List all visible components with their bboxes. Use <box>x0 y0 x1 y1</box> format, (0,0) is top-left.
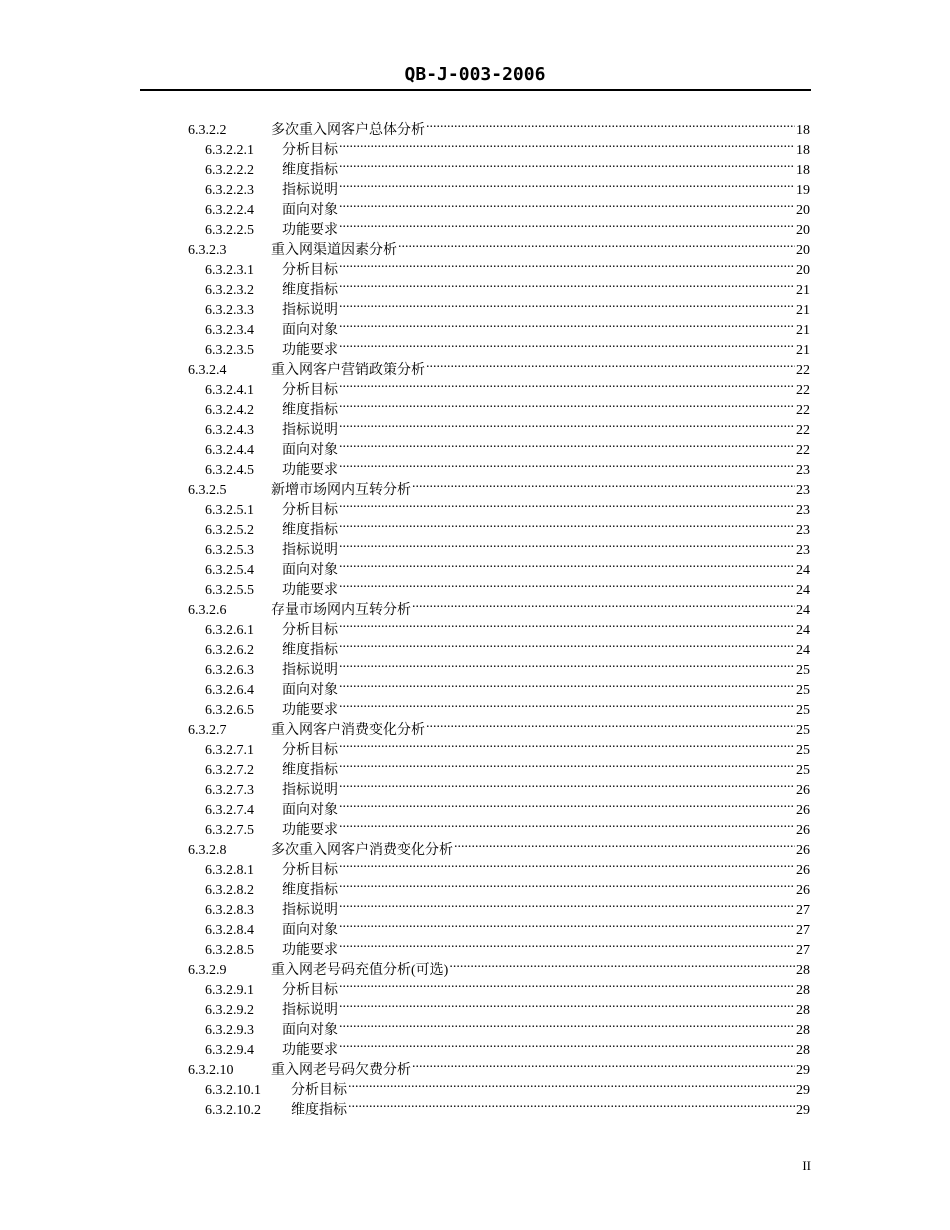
toc-entry-page: 20 <box>796 223 810 238</box>
toc-entry[interactable] <box>188 1074 810 1098</box>
toc-entry-page: 18 <box>796 143 810 158</box>
toc-entry-page: 24 <box>796 583 810 598</box>
toc-entry-page: 21 <box>796 303 810 318</box>
toc-entry-title: 功能要求 <box>282 703 338 718</box>
toc-entry-number: 6.3.2.8.4 <box>205 923 254 938</box>
toc-entry-number: 6.3.2.7.3 <box>205 783 254 798</box>
toc-entry[interactable] <box>188 1034 810 1058</box>
toc-entry[interactable] <box>188 714 810 738</box>
toc-entry[interactable] <box>188 674 810 698</box>
toc-entry-number: 6.3.2.4.2 <box>205 403 254 418</box>
toc-entry[interactable] <box>188 194 810 218</box>
toc-entry[interactable] <box>188 354 810 378</box>
dot-leader <box>339 454 795 474</box>
toc-entry[interactable] <box>188 214 810 238</box>
toc-entry[interactable] <box>188 594 810 618</box>
toc-entry-number: 6.3.2.3.5 <box>205 343 254 358</box>
toc-entry-number: 6.3.2.6 <box>188 603 227 618</box>
toc-entry[interactable] <box>188 254 810 278</box>
toc-entry[interactable] <box>188 414 810 438</box>
toc-entry[interactable] <box>188 274 810 298</box>
toc-entry-number: 6.3.2.10.1 <box>205 1083 261 1098</box>
dot-leader <box>426 354 795 374</box>
toc-entry-page: 26 <box>796 783 810 798</box>
toc-entry[interactable] <box>188 394 810 418</box>
toc-entry-title: 面向对象 <box>282 203 338 218</box>
toc-entry-title: 维度指标 <box>282 883 338 898</box>
toc-entry-number: 6.3.2.8.2 <box>205 883 254 898</box>
header-rule <box>140 89 811 91</box>
toc-entry-page: 22 <box>796 383 810 398</box>
toc-entry-title: 维度指标 <box>282 763 338 778</box>
toc-entry-title: 重入网老号码充值分析(可选) <box>271 963 449 978</box>
dot-leader <box>339 154 795 174</box>
dot-leader <box>339 1034 795 1054</box>
toc-entry[interactable] <box>188 994 810 1018</box>
dot-leader <box>339 294 795 314</box>
dot-leader <box>339 634 795 654</box>
toc-entry[interactable] <box>188 774 810 798</box>
dot-leader <box>348 1094 795 1114</box>
toc-entry-number: 6.3.2.5 <box>188 483 227 498</box>
toc-entry[interactable] <box>188 514 810 538</box>
toc-entry-page: 20 <box>796 243 810 258</box>
dot-leader <box>412 1054 795 1074</box>
toc-entry-page: 20 <box>796 203 810 218</box>
toc-entry-page: 23 <box>796 543 810 558</box>
toc-entry[interactable] <box>188 654 810 678</box>
toc-entry-title: 分析目标 <box>282 503 338 518</box>
toc-entry-page: 18 <box>796 163 810 178</box>
toc-entry[interactable] <box>188 974 810 998</box>
toc-entry-page: 23 <box>796 483 810 498</box>
dot-leader <box>339 194 795 214</box>
toc-entry[interactable] <box>188 134 810 158</box>
toc-entry[interactable] <box>188 614 810 638</box>
dot-leader <box>339 754 795 774</box>
toc-entry-page: 26 <box>796 883 810 898</box>
dot-leader <box>339 874 795 894</box>
toc-entry-number: 6.3.2.4.3 <box>205 423 254 438</box>
toc-entry-number: 6.3.2.6.1 <box>205 623 254 638</box>
dot-leader <box>412 594 795 614</box>
toc-entry-title: 面向对象 <box>282 563 338 578</box>
dot-leader <box>412 474 795 494</box>
toc-entry-number: 6.3.2.2 <box>188 123 227 138</box>
toc-entry-number: 6.3.2.2.4 <box>205 203 254 218</box>
toc-entry-title: 多次重入网客户总体分析 <box>271 123 425 138</box>
toc-entry-page: 25 <box>796 723 810 738</box>
dot-leader <box>339 554 795 574</box>
toc-entry[interactable] <box>188 1054 810 1078</box>
toc-entry[interactable] <box>188 894 810 918</box>
dot-leader <box>339 854 795 874</box>
toc-entry-number: 6.3.2.8.3 <box>205 903 254 918</box>
dot-leader <box>339 674 795 694</box>
dot-leader <box>339 514 795 534</box>
toc-entry-number: 6.3.2.5.3 <box>205 543 254 558</box>
toc-entry[interactable] <box>188 314 810 338</box>
toc-entry[interactable] <box>188 454 810 478</box>
toc-entry-page: 22 <box>796 423 810 438</box>
dot-leader <box>339 434 795 454</box>
toc-entry-number: 6.3.2.6.3 <box>205 663 254 678</box>
toc-entry-title: 维度指标 <box>282 283 338 298</box>
page-number: II <box>802 1158 811 1173</box>
toc-entry[interactable] <box>188 534 810 558</box>
toc-entry-title: 功能要求 <box>282 1043 338 1058</box>
toc-entry-title: 分析目标 <box>282 383 338 398</box>
toc-entry-title: 面向对象 <box>282 803 338 818</box>
toc-entry[interactable] <box>188 154 810 178</box>
toc-entry-number: 6.3.2.3.4 <box>205 323 254 338</box>
toc-entry-title: 分析目标 <box>282 263 338 278</box>
dot-leader <box>339 174 795 194</box>
toc-entry-page: 27 <box>796 943 810 958</box>
toc-entry-number: 6.3.2.2.1 <box>205 143 254 158</box>
toc-entry-number: 6.3.2.10.2 <box>205 1103 261 1118</box>
toc-entry-number: 6.3.2.5.2 <box>205 523 254 538</box>
dot-leader <box>339 654 795 674</box>
toc-entry-number: 6.3.2.2.3 <box>205 183 254 198</box>
toc-entry-number: 6.3.2.9 <box>188 963 227 978</box>
toc-entry-title: 指标说明 <box>282 543 338 558</box>
dot-leader <box>449 954 795 974</box>
table-of-contents <box>188 114 810 1118</box>
toc-entry[interactable] <box>188 1094 810 1118</box>
dot-leader <box>339 974 795 994</box>
toc-entry[interactable] <box>188 334 810 358</box>
toc-entry-page: 24 <box>796 563 810 578</box>
toc-entry-number: 6.3.2.7.1 <box>205 743 254 758</box>
toc-entry-title: 分析目标 <box>282 863 338 878</box>
toc-entry[interactable] <box>188 914 810 938</box>
toc-entry[interactable] <box>188 634 810 658</box>
toc-entry-page: 23 <box>796 503 810 518</box>
toc-entry-page: 25 <box>796 703 810 718</box>
toc-entry-title: 功能要求 <box>282 943 338 958</box>
toc-entry-page: 24 <box>796 603 810 618</box>
toc-entry-title: 功能要求 <box>282 823 338 838</box>
toc-entry-title: 分析目标 <box>282 983 338 998</box>
toc-entry-number: 6.3.2.9.2 <box>205 1003 254 1018</box>
dot-leader <box>339 394 795 414</box>
toc-entry-page: 23 <box>796 463 810 478</box>
toc-entry-number: 6.3.2.6.4 <box>205 683 254 698</box>
toc-entry-number: 6.3.2.3.3 <box>205 303 254 318</box>
dot-leader <box>348 1074 795 1094</box>
toc-entry-page: 26 <box>796 803 810 818</box>
toc-entry-page: 26 <box>796 863 810 878</box>
toc-entry-title: 重入网客户消费变化分析 <box>271 723 425 738</box>
toc-entry-number: 6.3.2.9.1 <box>205 983 254 998</box>
toc-entry-title: 维度指标 <box>282 523 338 538</box>
toc-entry-title: 重入网客户营销政策分析 <box>271 363 425 378</box>
toc-entry-number: 6.3.2.5.5 <box>205 583 254 598</box>
document-code-header: QB-J-003-2006 <box>404 64 546 85</box>
toc-entry-title: 分析目标 <box>282 623 338 638</box>
toc-entry-number: 6.3.2.3 <box>188 243 227 258</box>
toc-entry[interactable] <box>188 474 810 498</box>
dot-leader <box>339 414 795 434</box>
toc-entry-title: 功能要求 <box>282 583 338 598</box>
toc-entry[interactable] <box>188 554 810 578</box>
toc-entry-number: 6.3.2.6.2 <box>205 643 254 658</box>
toc-entry-page: 26 <box>796 843 810 858</box>
toc-entry[interactable] <box>188 754 810 778</box>
toc-entry[interactable] <box>188 234 810 258</box>
dot-leader <box>339 534 795 554</box>
toc-entry-page: 22 <box>796 403 810 418</box>
dot-leader <box>339 254 795 274</box>
toc-entry[interactable] <box>188 374 810 398</box>
toc-entry[interactable] <box>188 934 810 958</box>
toc-entry-number: 6.3.2.7.2 <box>205 763 254 778</box>
toc-entry-title: 功能要求 <box>282 463 338 478</box>
toc-entry[interactable] <box>188 294 810 318</box>
toc-entry-title: 维度指标 <box>282 163 338 178</box>
toc-entry-title: 面向对象 <box>282 323 338 338</box>
dot-leader <box>339 314 795 334</box>
toc-entry-title: 维度指标 <box>291 1103 347 1118</box>
toc-entry-number: 6.3.2.7.4 <box>205 803 254 818</box>
toc-entry-title: 指标说明 <box>282 903 338 918</box>
toc-entry-title: 指标说明 <box>282 303 338 318</box>
toc-entry-number: 6.3.2.4 <box>188 363 227 378</box>
toc-entry-number: 6.3.2.10 <box>188 1063 234 1078</box>
dot-leader <box>339 814 795 834</box>
toc-entry-page: 22 <box>796 363 810 378</box>
toc-entry-page: 25 <box>796 663 810 678</box>
dot-leader <box>339 334 795 354</box>
dot-leader <box>339 894 795 914</box>
toc-entry-title: 面向对象 <box>282 683 338 698</box>
toc-entry[interactable] <box>188 1014 810 1038</box>
dot-leader <box>426 714 795 734</box>
dot-leader <box>426 114 795 134</box>
dot-leader <box>339 774 795 794</box>
toc-entry-title: 指标说明 <box>282 183 338 198</box>
dot-leader <box>339 734 795 754</box>
toc-entry[interactable] <box>188 694 810 718</box>
dot-leader <box>454 834 795 854</box>
toc-entry-number: 6.3.2.7 <box>188 723 227 738</box>
toc-entry-title: 分析目标 <box>291 1083 347 1098</box>
toc-entry[interactable] <box>188 874 810 898</box>
toc-entry-page: 29 <box>796 1083 810 1098</box>
toc-entry-title: 维度指标 <box>282 403 338 418</box>
toc-entry-page: 24 <box>796 643 810 658</box>
toc-entry-number: 6.3.2.8.1 <box>205 863 254 878</box>
toc-entry-title: 多次重入网客户消费变化分析 <box>271 843 453 858</box>
toc-entry-page: 28 <box>796 963 810 978</box>
dot-leader <box>339 494 795 514</box>
toc-entry-number: 6.3.2.8 <box>188 843 227 858</box>
toc-entry[interactable] <box>188 854 810 878</box>
toc-entry-page: 28 <box>796 983 810 998</box>
toc-entry[interactable] <box>188 794 810 818</box>
toc-entry-title: 重入网渠道因素分析 <box>271 243 397 258</box>
dot-leader <box>339 614 795 634</box>
dot-leader <box>339 274 795 294</box>
toc-entry-title: 指标说明 <box>282 1003 338 1018</box>
toc-entry-title: 指标说明 <box>282 783 338 798</box>
dot-leader <box>339 694 795 714</box>
toc-entry-page: 22 <box>796 443 810 458</box>
toc-entry[interactable] <box>188 574 810 598</box>
toc-entry-page: 24 <box>796 623 810 638</box>
dot-leader <box>398 234 795 254</box>
toc-entry-page: 26 <box>796 823 810 838</box>
toc-entry-title: 功能要求 <box>282 343 338 358</box>
toc-entry-page: 20 <box>796 263 810 278</box>
dot-leader <box>339 574 795 594</box>
toc-entry-number: 6.3.2.3.1 <box>205 263 254 278</box>
toc-entry-page: 18 <box>796 123 810 138</box>
toc-entry-page: 21 <box>796 283 810 298</box>
dot-leader <box>339 214 795 234</box>
toc-entry-title: 分析目标 <box>282 143 338 158</box>
toc-entry-page: 28 <box>796 1003 810 1018</box>
toc-entry-number: 6.3.2.6.5 <box>205 703 254 718</box>
toc-entry-title: 面向对象 <box>282 1023 338 1038</box>
toc-entry-number: 6.3.2.4.1 <box>205 383 254 398</box>
toc-entry-number: 6.3.2.4.5 <box>205 463 254 478</box>
toc-entry[interactable] <box>188 494 810 518</box>
toc-entry-page: 29 <box>796 1103 810 1118</box>
dot-leader <box>339 994 795 1014</box>
toc-entry-number: 6.3.2.7.5 <box>205 823 254 838</box>
toc-entry-page: 23 <box>796 523 810 538</box>
toc-entry-page: 27 <box>796 903 810 918</box>
toc-entry-page: 19 <box>796 183 810 198</box>
toc-entry-page: 25 <box>796 683 810 698</box>
toc-entry[interactable] <box>188 734 810 758</box>
toc-entry-number: 6.3.2.5.4 <box>205 563 254 578</box>
toc-entry-number: 6.3.2.4.4 <box>205 443 254 458</box>
toc-entry[interactable] <box>188 834 810 858</box>
toc-entry-number: 6.3.2.9.4 <box>205 1043 254 1058</box>
toc-entry-title: 分析目标 <box>282 743 338 758</box>
toc-entry-number: 6.3.2.2.5 <box>205 223 254 238</box>
toc-entry-title: 存量市场网内互转分析 <box>271 603 411 618</box>
toc-entry-title: 面向对象 <box>282 923 338 938</box>
toc-entry[interactable] <box>188 814 810 838</box>
toc-entry[interactable] <box>188 434 810 458</box>
toc-entry-number: 6.3.2.5.1 <box>205 503 254 518</box>
toc-entry-page: 29 <box>796 1063 810 1078</box>
toc-entry-page: 28 <box>796 1023 810 1038</box>
dot-leader <box>339 134 795 154</box>
toc-entry-number: 6.3.2.3.2 <box>205 283 254 298</box>
toc-entry[interactable] <box>188 174 810 198</box>
toc-entry-title: 新增市场网内互转分析 <box>271 483 411 498</box>
dot-leader <box>339 1014 795 1034</box>
dot-leader <box>339 934 795 954</box>
toc-entry[interactable] <box>188 114 810 138</box>
toc-entry-title: 重入网老号码欠费分析 <box>271 1063 411 1078</box>
toc-entry-number: 6.3.2.9.3 <box>205 1023 254 1038</box>
toc-entry-title: 面向对象 <box>282 443 338 458</box>
toc-entry-page: 25 <box>796 743 810 758</box>
toc-entry-page: 27 <box>796 923 810 938</box>
toc-entry[interactable] <box>188 954 810 978</box>
toc-entry-page: 28 <box>796 1043 810 1058</box>
toc-entry-page: 25 <box>796 763 810 778</box>
toc-entry-title: 指标说明 <box>282 663 338 678</box>
toc-entry-page: 21 <box>796 323 810 338</box>
toc-entry-number: 6.3.2.2.2 <box>205 163 254 178</box>
toc-entry-number: 6.3.2.8.5 <box>205 943 254 958</box>
dot-leader <box>339 374 795 394</box>
dot-leader <box>339 914 795 934</box>
toc-entry-title: 维度指标 <box>282 643 338 658</box>
dot-leader <box>339 794 795 814</box>
toc-entry-page: 21 <box>796 343 810 358</box>
toc-entry-title: 指标说明 <box>282 423 338 438</box>
toc-entry-title: 功能要求 <box>282 223 338 238</box>
